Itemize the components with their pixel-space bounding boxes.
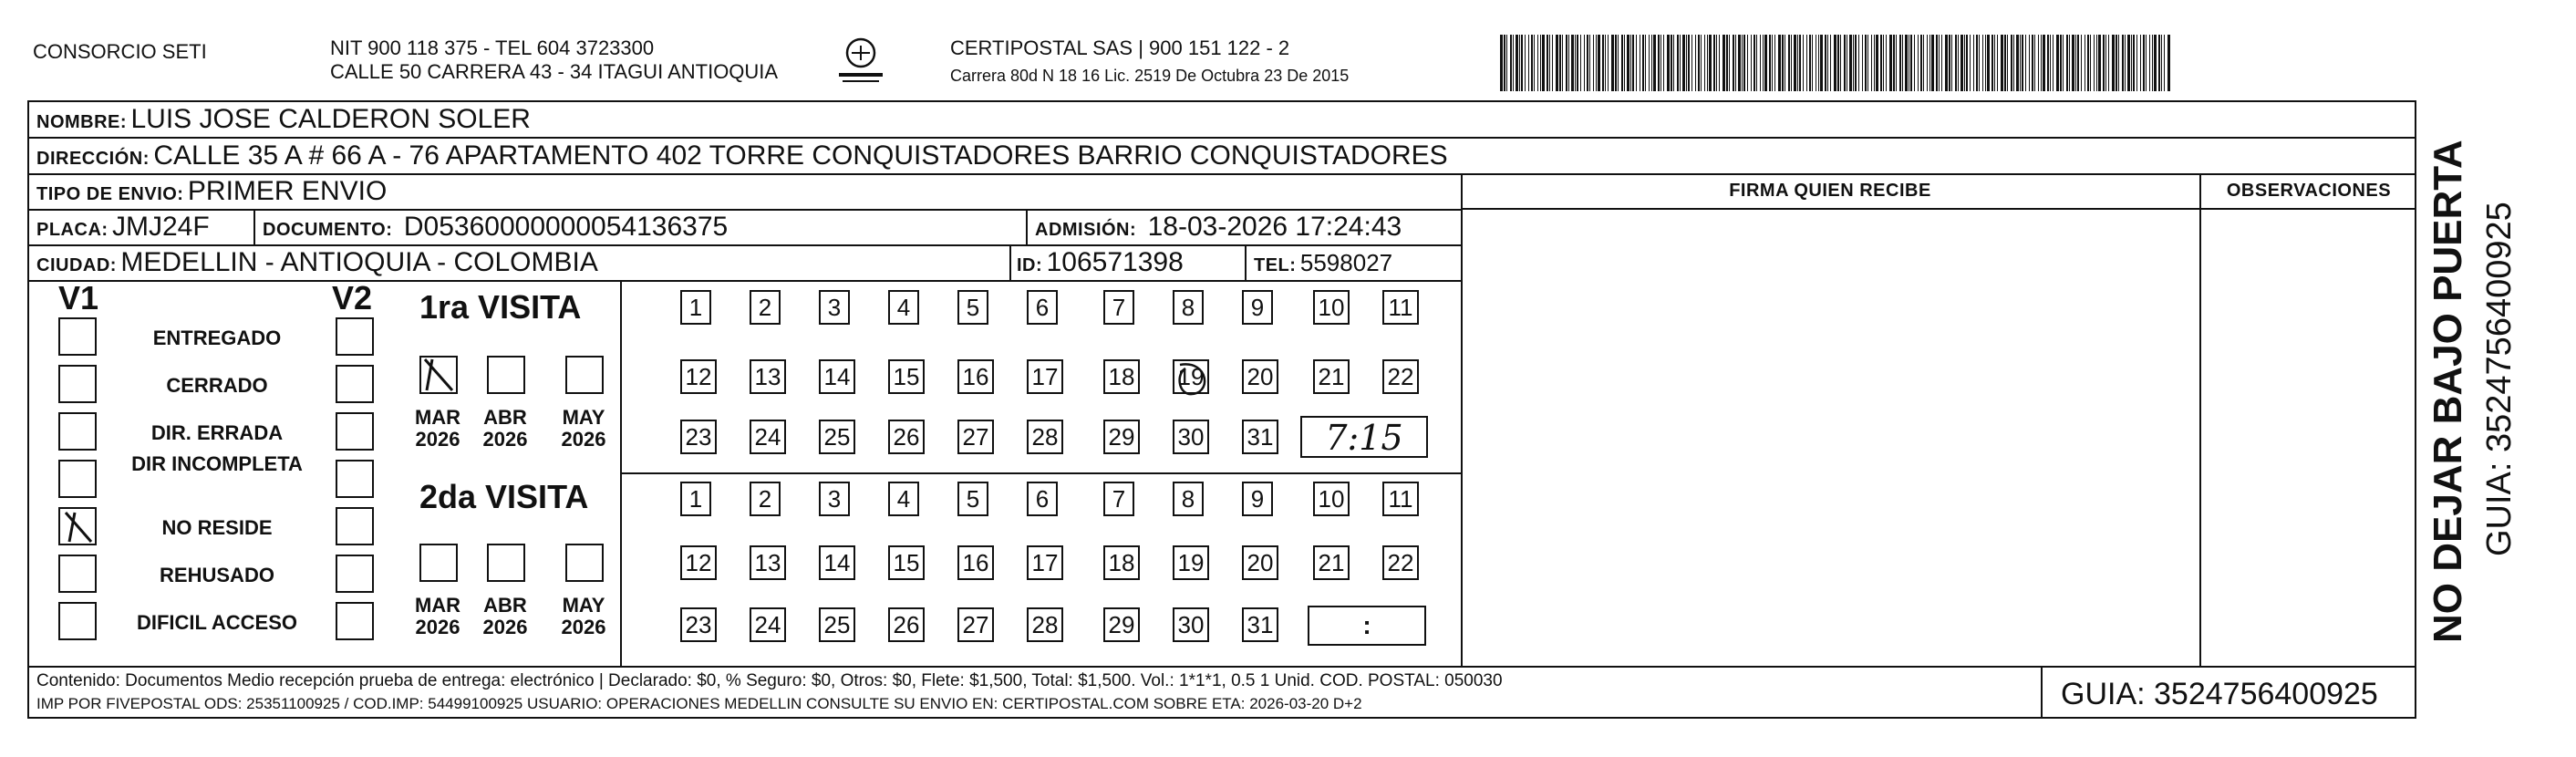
first-day-circle-mark-icon [1173,359,1215,398]
month-year: 2026 [415,616,460,638]
second-visit-day-12[interactable]: 12 [680,545,717,580]
second-visit-day-17[interactable]: 17 [1027,545,1063,580]
v1-checkbox[interactable] [58,602,97,640]
footer-guia: GUIA: 3524756400925 [2061,677,2378,711]
first-visit-day-11[interactable]: 11 [1382,290,1419,325]
company-name: CONSORCIO SETI [33,40,207,63]
month-name: ABR [483,406,527,429]
month-label [478,595,533,638]
check-mark-icon [60,509,97,545]
second-visit-day-15[interactable]: 15 [888,545,925,580]
second-visit-day-2[interactable]: 2 [750,482,781,516]
second-visit-day-9[interactable]: 9 [1242,482,1273,516]
observaciones-header: OBSERVACIONES [2226,181,2392,201]
status-label: DIR INCOMPLETA [131,452,303,475]
license-line: Carrera 80d N 18 16 Lic. 2519 De Octubra 23 De 2015 [950,67,1350,85]
second-visit-time: : [1362,611,1371,639]
documento-label: DOCUMENTO: [263,220,393,240]
signature-area[interactable] [1470,217,2190,662]
second-visit-day-20[interactable]: 20 [1242,545,1278,580]
first-visit-day-9[interactable]: 9 [1242,290,1273,325]
first-visit-day-26[interactable]: 26 [888,420,925,454]
side-notice: NO DEJAR BAJO PUERTA [2426,140,2470,643]
direccion-row [36,140,1448,171]
footer-imp-line: IMP POR FIVEPOSTAL ODS: 25351100925 / COD.IMP: 54499100925 USUARIO: OPERACIONES MEDELLIN CONSULTE SU ENVIO EN: CERTIPOSTAL.COM SOBRE ETA: 2026-03-20 D+2 [36,695,1362,712]
v2-checkbox[interactable] [336,412,374,451]
tel-label: TEL: [1254,255,1297,275]
second-visit-day-28[interactable]: 28 [1027,607,1063,642]
observations-area[interactable] [2209,217,2409,662]
second-visit-day-22[interactable]: 22 [1382,545,1419,580]
v1-checkbox[interactable] [58,507,97,545]
v1-checkbox[interactable] [58,460,97,498]
footer-content-line: Contenido: Documentos Medio recepción prueba de entrega: electrónico | Declarado: $0, % Seguro: $0, Otros: $0, Flete: $1,500, Total: $1,500. Vol.: 1*1*1, 0.5 1 Unid. COD. POSTAL: 050030 [36,671,1503,690]
first-visit-day-14[interactable]: 14 [819,359,855,394]
v2-checkbox[interactable] [336,317,374,356]
nombre-row [36,104,531,135]
second-visit-day-25[interactable]: 25 [819,607,855,642]
first-visit-day-27[interactable]: 27 [957,420,994,454]
month-name: ABR [483,594,527,617]
month-name: MAY [562,406,605,429]
second-visit-day-10[interactable]: 10 [1313,482,1350,516]
first-visit-day-19[interactable]: 19 [1173,359,1209,394]
first-visit-day-20[interactable]: 20 [1242,359,1278,394]
barcode [1500,35,2179,91]
first-visit-day-6[interactable]: 6 [1027,290,1058,325]
nit-line: NIT 900 118 375 - TEL 604 3723300 [330,36,655,59]
second-visit-title: 2da VISITA [419,478,589,515]
documento-row [263,212,728,243]
first-visit-day-2[interactable]: 2 [750,290,781,325]
first-visit-month-checkbox[interactable] [565,356,604,394]
tipo-envio-row [36,176,387,207]
ciudad-value: MEDELLIN - ANTIOQUIA - COLOMBIA [120,247,598,277]
direccion-label: DIRECCIÓN: [36,149,150,169]
first-visit-day-31[interactable]: 31 [1242,420,1278,454]
placa-row [36,212,210,243]
second-visit-day-5[interactable]: 5 [957,482,988,516]
second-visit-day-11[interactable]: 11 [1382,482,1419,516]
second-visit-day-24[interactable]: 24 [750,607,786,642]
second-visit-day-7[interactable]: 7 [1103,482,1134,516]
first-visit-day-8[interactable]: 8 [1173,290,1204,325]
carrier-line: CERTIPOSTAL SAS | 900 151 122 - 2 [950,36,1290,59]
documento-value: D05360000000054136375 [403,212,729,242]
placa-label: PLACA: [36,220,109,240]
month-year: 2026 [415,428,460,451]
month-label [478,407,533,451]
v1-checkbox[interactable] [58,365,97,403]
tipo-envio-label: TIPO DE ENVIO: [36,184,184,204]
first-visit-day-18[interactable]: 18 [1103,359,1140,394]
status-label: NO RESIDE [161,516,273,539]
month-name: MAY [562,594,605,617]
first-month-check-mark-icon [419,356,458,394]
v2-checkbox[interactable] [336,602,374,640]
first-visit-day-24[interactable]: 24 [750,420,786,454]
second-visit-time-box[interactable] [1308,606,1426,646]
placa-value: JMJ24F [112,212,210,242]
second-visit-day-31[interactable]: 31 [1242,607,1278,642]
first-visit-day-25[interactable]: 25 [819,420,855,454]
v1-checkbox[interactable] [58,412,97,451]
second-visit-day-6[interactable]: 6 [1027,482,1058,516]
month-label [410,595,465,638]
address-line: CALLE 50 CARRERA 43 - 34 ITAGUI ANTIOQUIA [330,60,779,83]
first-visit-day-1[interactable]: 1 [680,290,711,325]
second-visit-month-checkbox[interactable] [565,544,604,582]
status-label: CERRADO [166,374,268,397]
month-name: MAR [414,406,461,429]
status-label: DIFICIL ACCESO [136,611,297,634]
first-visit-day-28[interactable]: 28 [1027,420,1063,454]
v2-checkbox[interactable] [336,365,374,403]
second-visit-day-19[interactable]: 19 [1173,545,1209,580]
v1-label: V1 [58,279,99,316]
tel-row [1254,249,1392,277]
second-visit-day-30[interactable]: 30 [1173,607,1209,642]
admision-row [1035,212,1402,243]
first-visit-day-15[interactable]: 15 [888,359,925,394]
v2-label: V2 [332,279,373,316]
month-year: 2026 [561,616,606,638]
first-visit-day-23[interactable]: 23 [680,420,717,454]
second-visit-day-16[interactable]: 16 [957,545,994,580]
direccion-value: CALLE 35 A # 66 A - 76 APARTAMENTO 402 TORRE CONQUISTADORES BARRIO CONQUISTADORES [153,140,1448,171]
first-visit-day-17[interactable]: 17 [1027,359,1063,394]
first-visit-day-13[interactable]: 13 [750,359,786,394]
first-visit-day-29[interactable]: 29 [1103,420,1140,454]
month-name: MAR [414,594,461,617]
first-visit-title: 1ra VISITA [419,288,582,326]
v1-checkbox[interactable] [58,317,97,356]
first-visit-day-4[interactable]: 4 [888,290,919,325]
tipo-envio-value: PRIMER ENVIO [187,176,388,206]
second-visit-day-1[interactable]: 1 [680,482,711,516]
second-visit-month-checkbox[interactable] [419,544,458,582]
first-visit-day-16[interactable]: 16 [957,359,994,394]
second-visit-day-26[interactable]: 26 [888,607,925,642]
first-visit-day-30[interactable]: 30 [1173,420,1209,454]
second-visit-day-18[interactable]: 18 [1103,545,1140,580]
status-label: DIR. ERRADA [150,421,284,444]
first-visit-time-box [1300,416,1428,458]
second-visit-day-3[interactable]: 3 [819,482,850,516]
first-visit-day-22[interactable]: 22 [1382,359,1419,394]
id-row [1017,247,1184,278]
month-label [410,407,465,451]
id-value: 106571398 [1046,247,1184,277]
month-year: 2026 [482,428,528,451]
firma-header: FIRMA QUIEN RECIBE [1729,181,1931,201]
ciudad-row [36,247,598,278]
month-year: 2026 [482,616,528,638]
status-label: ENTREGADO [152,327,282,349]
v2-checkbox[interactable] [336,555,374,593]
second-visit-day-23[interactable]: 23 [680,607,717,642]
month-label [556,407,611,451]
second-visit-day-21[interactable]: 21 [1313,545,1350,580]
second-visit-day-13[interactable]: 13 [750,545,786,580]
month-label [556,595,611,638]
admision-label: ADMISIÓN: [1035,220,1137,240]
first-visit-day-3[interactable]: 3 [819,290,850,325]
second-visit-day-8[interactable]: 8 [1173,482,1204,516]
admision-value: 18-03-2026 17:24:43 [1147,212,1402,242]
first-visit-time: 7:15 [1325,418,1403,458]
nombre-label: NOMBRE: [36,112,128,132]
first-visit-day-12[interactable]: 12 [680,359,717,394]
status-label: REHUSADO [160,564,274,586]
second-visit-day-14[interactable]: 14 [819,545,855,580]
first-visit-day-7[interactable]: 7 [1103,290,1134,325]
certipostal-logo-icon [837,35,885,88]
month-year: 2026 [561,428,606,451]
second-visit-day-27[interactable]: 27 [957,607,994,642]
v1-checkbox[interactable] [58,555,97,593]
nombre-value: LUIS JOSE CALDERON SOLER [130,104,531,134]
ciudad-label: CIUDAD: [36,255,117,275]
tel-value: 5598027 [1299,249,1393,276]
id-label: ID: [1017,255,1043,275]
second-visit-day-29[interactable]: 29 [1103,607,1140,642]
v2-checkbox[interactable] [336,460,374,498]
v2-checkbox[interactable] [336,507,374,545]
first-visit-month-checkbox[interactable] [487,356,525,394]
second-visit-day-4[interactable]: 4 [888,482,919,516]
first-visit-day-21[interactable]: 21 [1313,359,1350,394]
second-visit-month-checkbox[interactable] [487,544,525,582]
first-visit-day-10[interactable]: 10 [1313,290,1350,325]
side-guia: GUIA: 3524756400925 [2480,202,2519,556]
first-visit-day-5[interactable]: 5 [957,290,988,325]
